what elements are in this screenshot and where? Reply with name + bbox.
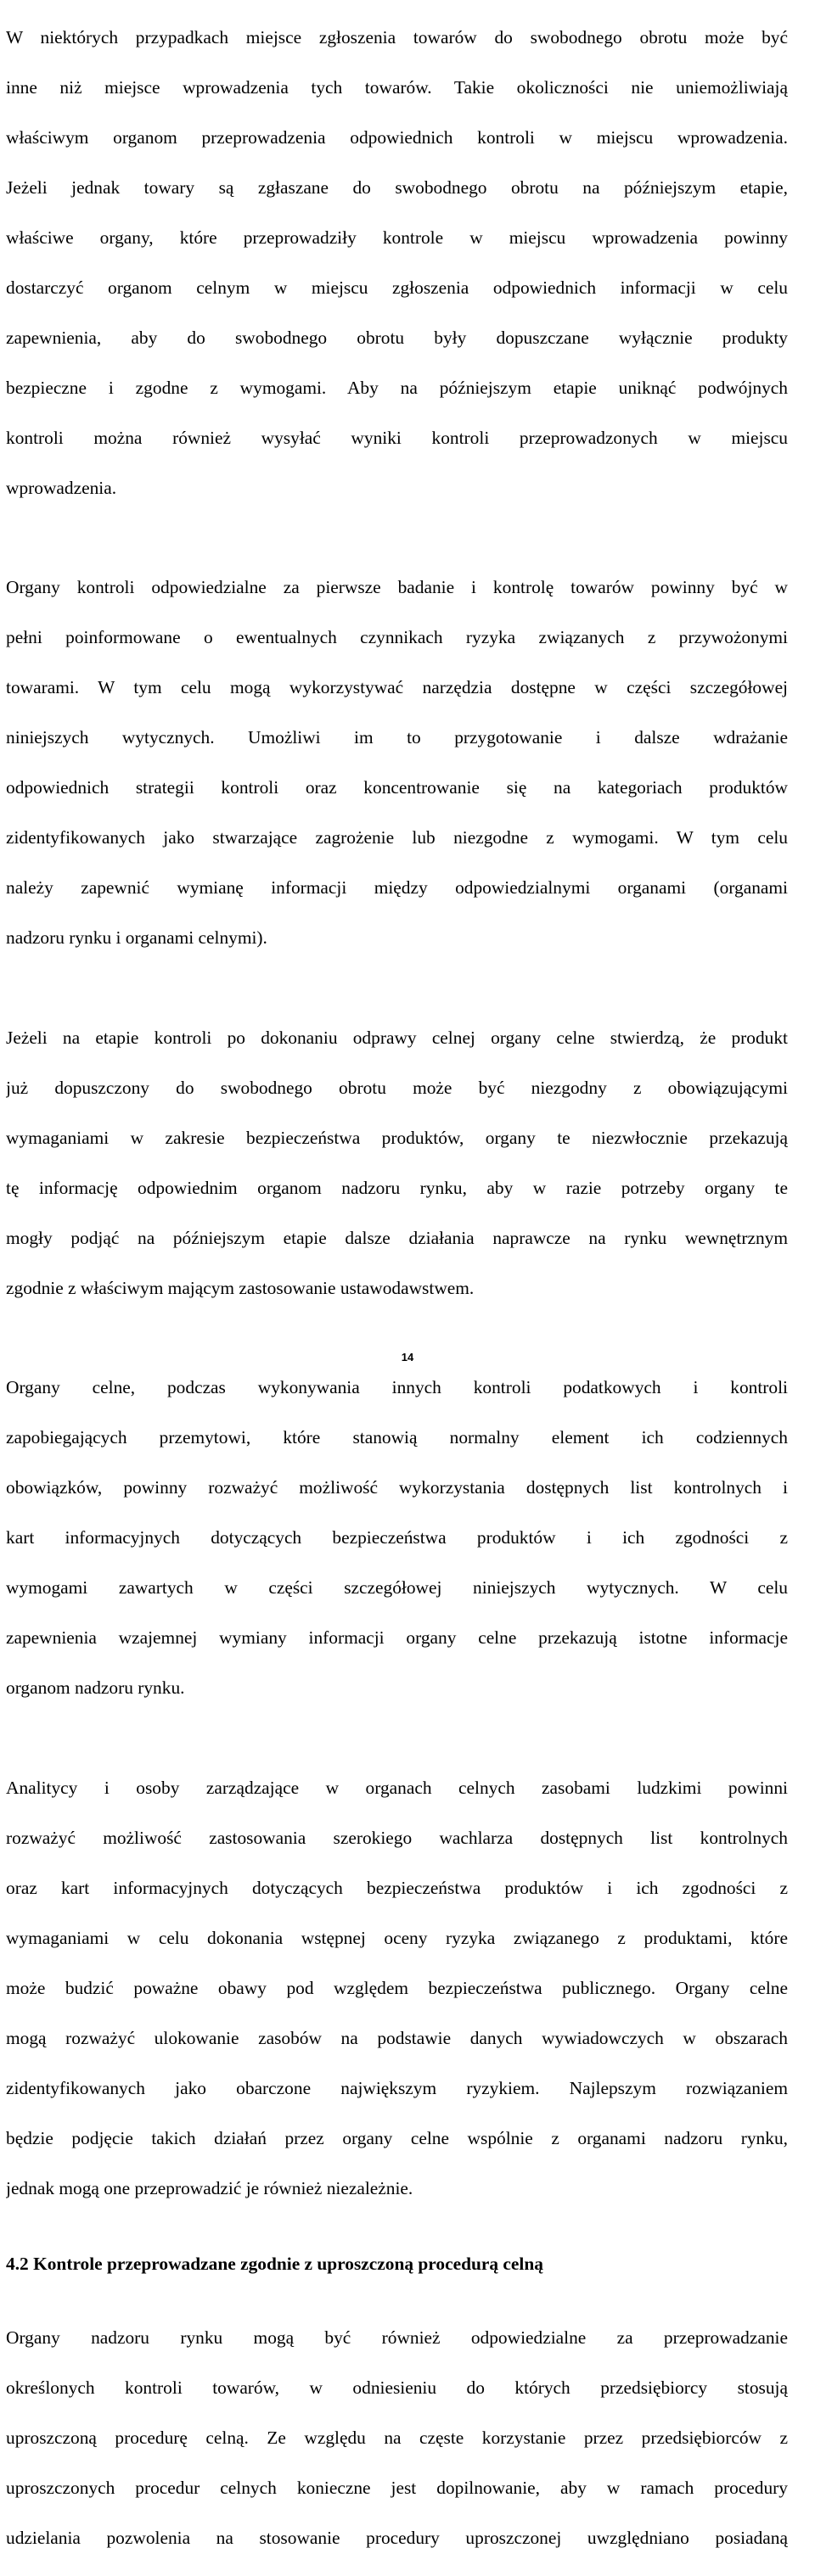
text-line: może budzić poważne obawy pod względem bezpieczeństwa publicznego. Organy celne xyxy=(6,1977,788,1998)
text-line: zidentyfikowanych jako stwarzające zagrożenie lub niezgodne z wymogami. W tym celu xyxy=(6,827,788,848)
text-line: oraz kart informacyjnych dotyczących bezpieczeństwa produktów i ich zgodności z xyxy=(6,1877,788,1898)
text-line: nadzoru rynku i organami celnymi). xyxy=(6,927,267,948)
text-line: bezpieczne i zgodne z wymogami. Aby na późniejszym etapie uniknąć podwójnych xyxy=(6,377,788,398)
text-line: dostarczyć organom celnym w miejscu zgłoszenia odpowiednich informacji w celu xyxy=(6,277,788,298)
text-line: zapewnienia, aby do swobodnego obrotu były dopuszczane wyłącznie produkty xyxy=(6,327,788,348)
text-line: zapobiegających przemytowi, które stanowią normalny element ich codziennych xyxy=(6,1427,788,1448)
text-line: będzie podjęcie takich działań przez organy celne wspólnie z organami nadzoru rynku, xyxy=(6,2127,788,2148)
text-line: towarami. W tym celu mogą wykorzystywać narzędzia dostępne w części szczegółowej xyxy=(6,677,788,697)
text-line: pełni poinformowane o ewentualnych czynnikach ryzyka związanych z przywożonymi xyxy=(6,627,788,647)
text-line: wymaganiami w celu dokonania wstępnej oceny ryzyka związanego z produktami, które xyxy=(6,1927,788,1948)
section-heading: 4.2 Kontrole przeprowadzane zgodnie z uproszczoną procedurą celną xyxy=(6,2253,543,2274)
text-line: zgodnie z właściwym mającym zastosowanie ustawodawstwem. xyxy=(6,1277,475,1298)
paragraph-4 xyxy=(6,1351,788,1727)
text-line: organom nadzoru rynku. xyxy=(6,1677,185,1698)
text-line: tę informację odpowiednim organom nadzoru rynku, aby w razie potrzeby organy te xyxy=(6,1177,788,1198)
text-line: uproszczonych procedur celnych konieczne jest dopilnowanie, aby w ramach procedury xyxy=(6,2477,788,2498)
text-line: uproszczoną procedurę celną. Ze względu na częste korzystanie przez przedsiębiorców z xyxy=(6,2427,788,2448)
text-line: jednak mogą one przeprowadzić je również niezależnie. xyxy=(6,2177,413,2198)
paragraph-6 xyxy=(6,2300,788,2576)
text-line: niniejszych wytycznych. Umożliwi im to przygotowanie i dalsze wdrażanie xyxy=(6,727,788,748)
text-line: kart informacyjnych dotyczących bezpieczeństwa produktów i ich zgodności z xyxy=(6,1527,788,1548)
text-line: Organy kontroli odpowiedzialne za pierwsze badanie i kontrolę towarów powinny być w xyxy=(6,577,788,597)
text-line: Organy nadzoru rynku mogą być również odpowiedzialne za przeprowadzanie xyxy=(6,2327,788,2348)
text-line: zidentyfikowanych jako obarczone największym ryzykiem. Najlepszym rozwiązaniem xyxy=(6,2077,788,2098)
document-page xyxy=(6,0,788,2576)
text-line: właściwym organom przeprowadzenia odpowiednich kontroli w miejscu wprowadzenia. xyxy=(6,126,788,148)
page-number: 14 xyxy=(401,1351,414,1364)
paragraph-2 xyxy=(6,551,788,977)
text-line: mogły podjąć na późniejszym etapie dalsze działania naprawcze na rynku wewnętrznym xyxy=(6,1227,788,1248)
text-line: właściwe organy, które przeprowadziły kontrole w miejscu wprowadzenia powinny xyxy=(6,227,788,248)
text-line: udzielania pozwolenia na stosowanie procedury uproszczonej uwzględniano posiadaną xyxy=(6,2527,788,2548)
text-line: Analitycy i osoby zarządzające w organach celnych zasobami ludzkimi powinni xyxy=(6,1777,788,1798)
paragraph-5 xyxy=(6,1750,788,2226)
text-line: Organy celne, podczas wykonywania innych kontroli podatkowych i kontroli xyxy=(6,1377,788,1397)
text-line: należy zapewnić wymianę informacji między odpowiedzialnymi organami (organami xyxy=(6,877,788,898)
text-line: odpowiednich strategii kontroli oraz koncentrowanie się na kategoriach produktów xyxy=(6,777,788,798)
text-line: już dopuszczony do swobodnego obrotu może być niezgodny z obowiązującymi xyxy=(6,1077,788,1098)
text-line: rozważyć możliwość zastosowania szerokiego wachlarza dostępnych list kontrolnych xyxy=(6,1827,788,1848)
paragraph-3 xyxy=(6,1000,788,1326)
text-line: inne niż miejsce wprowadzenia tych towarów. Takie okoliczności nie uniemożliwiają xyxy=(6,76,788,98)
text-line: wprowadzenia. xyxy=(6,477,117,498)
text-line: zapewnienia wzajemnej wymiany informacji organy celne przekazują istotne informacje xyxy=(6,1627,788,1648)
text-line: wymaganiami w zakresie bezpieczeństwa produktów, organy te niezwłocznie przekazują xyxy=(6,1127,788,1148)
text-line: określonych kontroli towarów, w odniesieniu do których przedsiębiorcy stosują xyxy=(6,2377,788,2398)
text-line: wymogami zawartych w części szczegółowej niniejszych wytycznych. W celu xyxy=(6,1577,788,1598)
text-line: obowiązków, powinny rozważyć możliwość wykorzystania dostępnych list kontrolnych i xyxy=(6,1477,788,1498)
text-line: Jeżeli na etapie kontroli po dokonaniu odprawy celnej organy celne stwierdzą, że produkt xyxy=(6,1027,788,1048)
paragraph-1 xyxy=(6,0,788,526)
text-line: W niektórych przypadkach miejsce zgłoszenia towarów do swobodnego obrotu może być xyxy=(6,26,788,48)
text-line: kontroli można również wysyłać wyniki kontroli przeprowadzonych w miejscu xyxy=(6,427,788,448)
text-line: mogą rozważyć ulokowanie zasobów na podstawie danych wywiadowczych w obszarach xyxy=(6,2027,788,2048)
text-line: Jeżeli jednak towary są zgłaszane do swobodnego obrotu na późniejszym etapie, xyxy=(6,176,788,198)
